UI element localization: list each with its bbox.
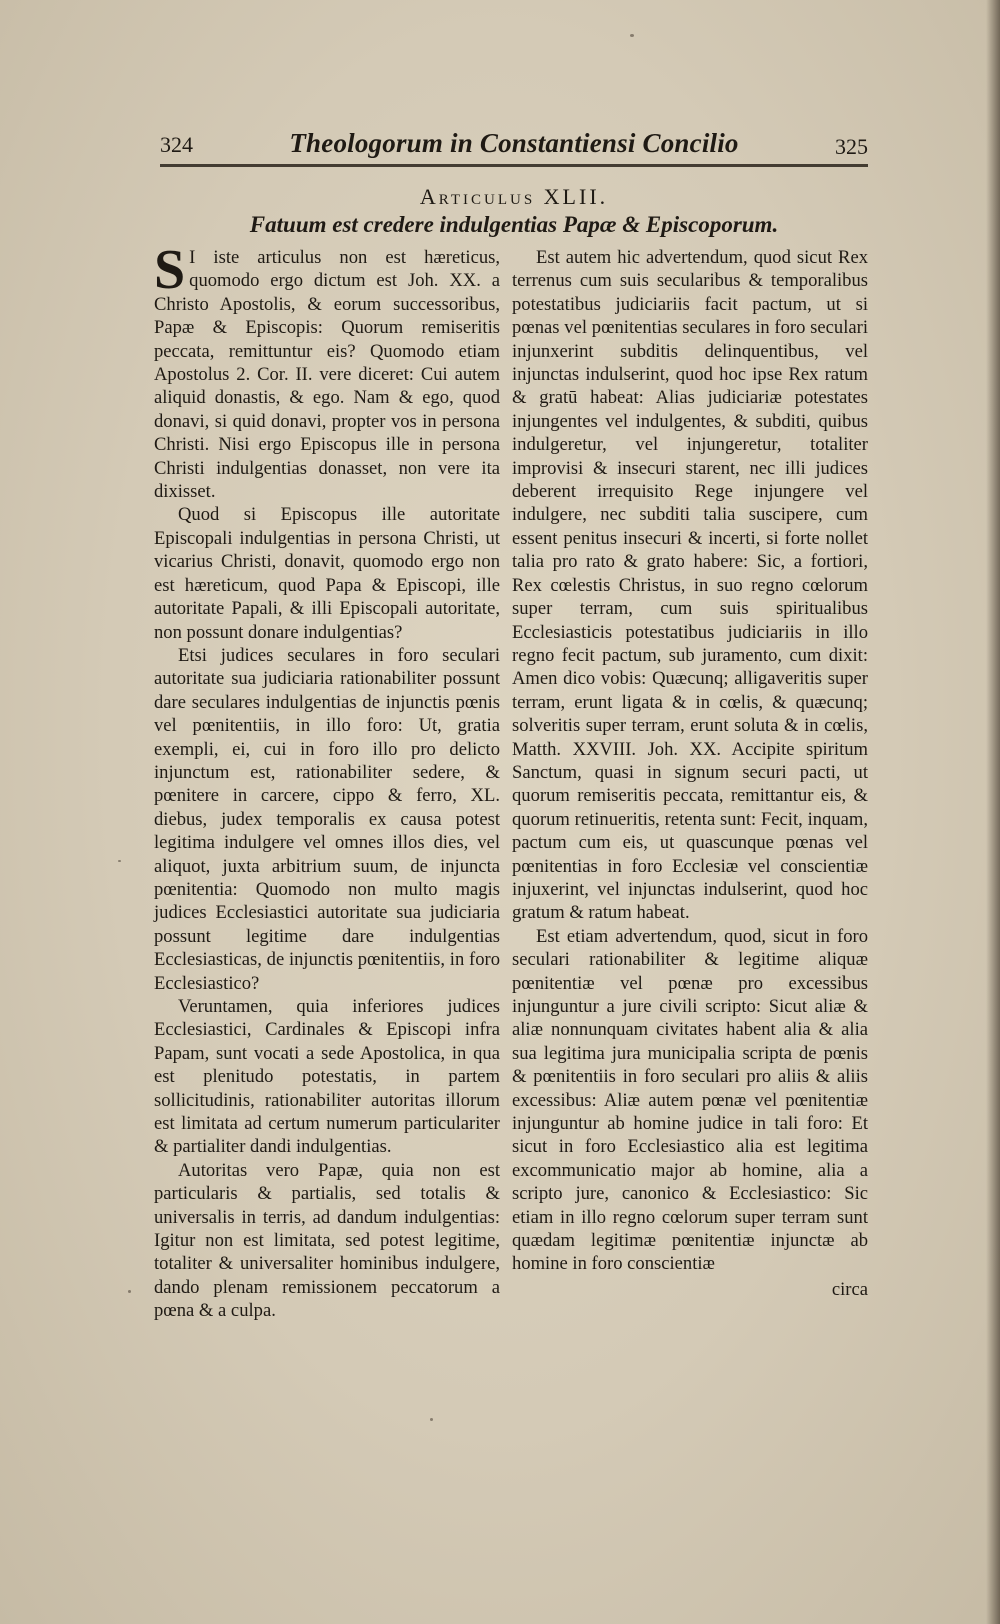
folio-left: 324: [160, 132, 193, 157]
drop-cap: S: [154, 239, 186, 301]
running-title: Theologorum in Constantiensi Concilio: [289, 128, 739, 158]
paragraph: Autoritas vero Papæ, quia non est particularis & partialis, sed totalis & universalis in terris, ad dandum indulgentias: Igitur non est limitata, sed potest legitime, totaliter & universaliter hominibus indulgere, dando plenam remissionem peccatorum a pœna & a culpa.: [154, 1159, 500, 1322]
header-rule: [160, 164, 868, 167]
running-head: [160, 128, 868, 168]
paragraph: Veruntamen, quia inferiores judices Ecclesiastici, Cardinales & Episcopi infra Papam, sunt vocati a sede Apostolica, in qua est plenitudo potestatis, in partem sollicitudinis, rationabiliter autoritas illorum est limitata ad certum numerum particulariter & partialiter dandi indulgentias.: [154, 996, 500, 1158]
paragraph-text: I iste articulus non est hæreticus, quomodo ergo dictum est Joh. XX. a Christo Apostolis, & eorum successoribus, Papæ & Episcopis: Quorum remiseritis peccata, remittuntur eis? Quomodo etiam Apostolus 2. Cor. II. vere diceret: Cui autem aliquid donastis, & ego. Nam & ego, quod donavi, si quid donavi, propter vos in persona Christi. Nisi ergo Episcopus ille in persona Christi indulgentias donasset, non vere ita dixisset.: [154, 247, 500, 503]
article-subtitle: Fatuum est credere indulgentias Papæ & Episcoporum.: [249, 212, 779, 237]
paragraph: Etsi judices seculares in foro seculari autoritate sua judiciaria rationabiliter possunt dare seculares indulgentias de injunctis pœnis vel pœnitentiis, in illo foro: Ut, gratia exempli, ei, cui in foro illo pro delicto injunctum est, rationabiliter sedere, & pœnitere in carcere, cippo & ferro, XL. diebus, judex temporalis ex causa potest legitima indulgere vel omnes illos dies, vel aliquot, juxta arbitrium suum, de injuncta pœnitentia: Quomodo non multo magis judices Ecclesiastici autoritate sua judiciaria possunt legitime dare indulgentias Ecclesiasticas, de injunctis pœnitentiis, in foro Ecclesiastico?: [154, 644, 500, 994]
article-title: Articulus XLII.: [419, 184, 609, 209]
paragraph: Est etiam advertendum, quod, sicut in foro seculari rationabiliter & legitime aliquæ pœnitentiæ vel pœnæ pro excessibus injunguntur a jure civili scripto: Sicut aliæ & aliæ nonnunquam civitates habent alia & alia sua legitima jura municipalia scripta de pœnis & pœnitentiis in foro seculari pro aliis & aliis excessibus: Aliæ autem pœnæ vel pœnitentiæ injunguntur ab homine judice in tali foro: Et sicut in foro Ecclesiastico alia est legitima excommunicatio major ab homine, alia a scripto jure, canonico & Ecclesiastico: Sic etiam in illo regno cœlorum super terram sunt quædam legitimæ pœnitentiæ injunctæ ab homine in foro conscientiæ: [512, 925, 868, 1275]
catchword: circa: [831, 1278, 868, 1300]
paragraph: Est autem hic advertendum, quod sicut Rex terrenus cum suis secularibus & temporalibus potestatibus judiciariis facit pactum, ut si pœnas vel pœnitentias seculares in foro seculari injunxerint subditis delinquentibus, vel injunctas indulserint, quod hoc ipse Rex ratum & gratū habeat: Alias judiciariæ potestates injungentes vel indulgentes, & subditi, quibus indulgeretur, vel injungeretur, totaliter improvisi & insecuri starent, nec illi judices deberent irrequisito Rege injungere vel indulgere, nec subditi talia suscipere, cum essent penitus insecuri & incerti, si forte nollet talia pro rato & grato habere: Sic, a fortiori, Rex cœlestis Christus, in suo regno cœlorum super terram, cum suis spiritualibus Ecclesiasticis potestatibus judiciariis in illo regno fecit pactum, sub juramento, cum dixit: Amen dico vobis: Quæcunq; alligaveritis super terram, erunt ligata & in cœlis, & quæcunq; solveritis super terram, erunt soluta & in cœlis, Matth. XXVIII. Joh. XX. Accipite spiritum Sanctum, quasi in signum securi pacti, ut quorum remiseritis peccata, remittantur eis, & quorum retinueritis, retenta sunt: Fecit, inquam, pactum cum eis, ut quascunque pœnas vel pœnitentias in foro Ecclesiæ vel conscientiæ injuxerint, vel injunctas indulserint, quod hoc gratum & ratum habeat.: [512, 247, 868, 924]
folio-right: 325: [835, 134, 868, 159]
left-column: [154, 239, 500, 1323]
binding-shadow: [986, 0, 1000, 1624]
right-column: [512, 246, 868, 1301]
paragraph: [154, 239, 500, 503]
paragraph: Quod si Episcopus ille autoritate Episcopali indulgentias in persona Christi, ut vicarius Christi, donavit, quomodo ergo non est hæreticum, quod Papa & Episcopi, ille autoritate Papali, & illi Episcopali autoritate, non possunt donare indulgentias?: [154, 504, 500, 643]
